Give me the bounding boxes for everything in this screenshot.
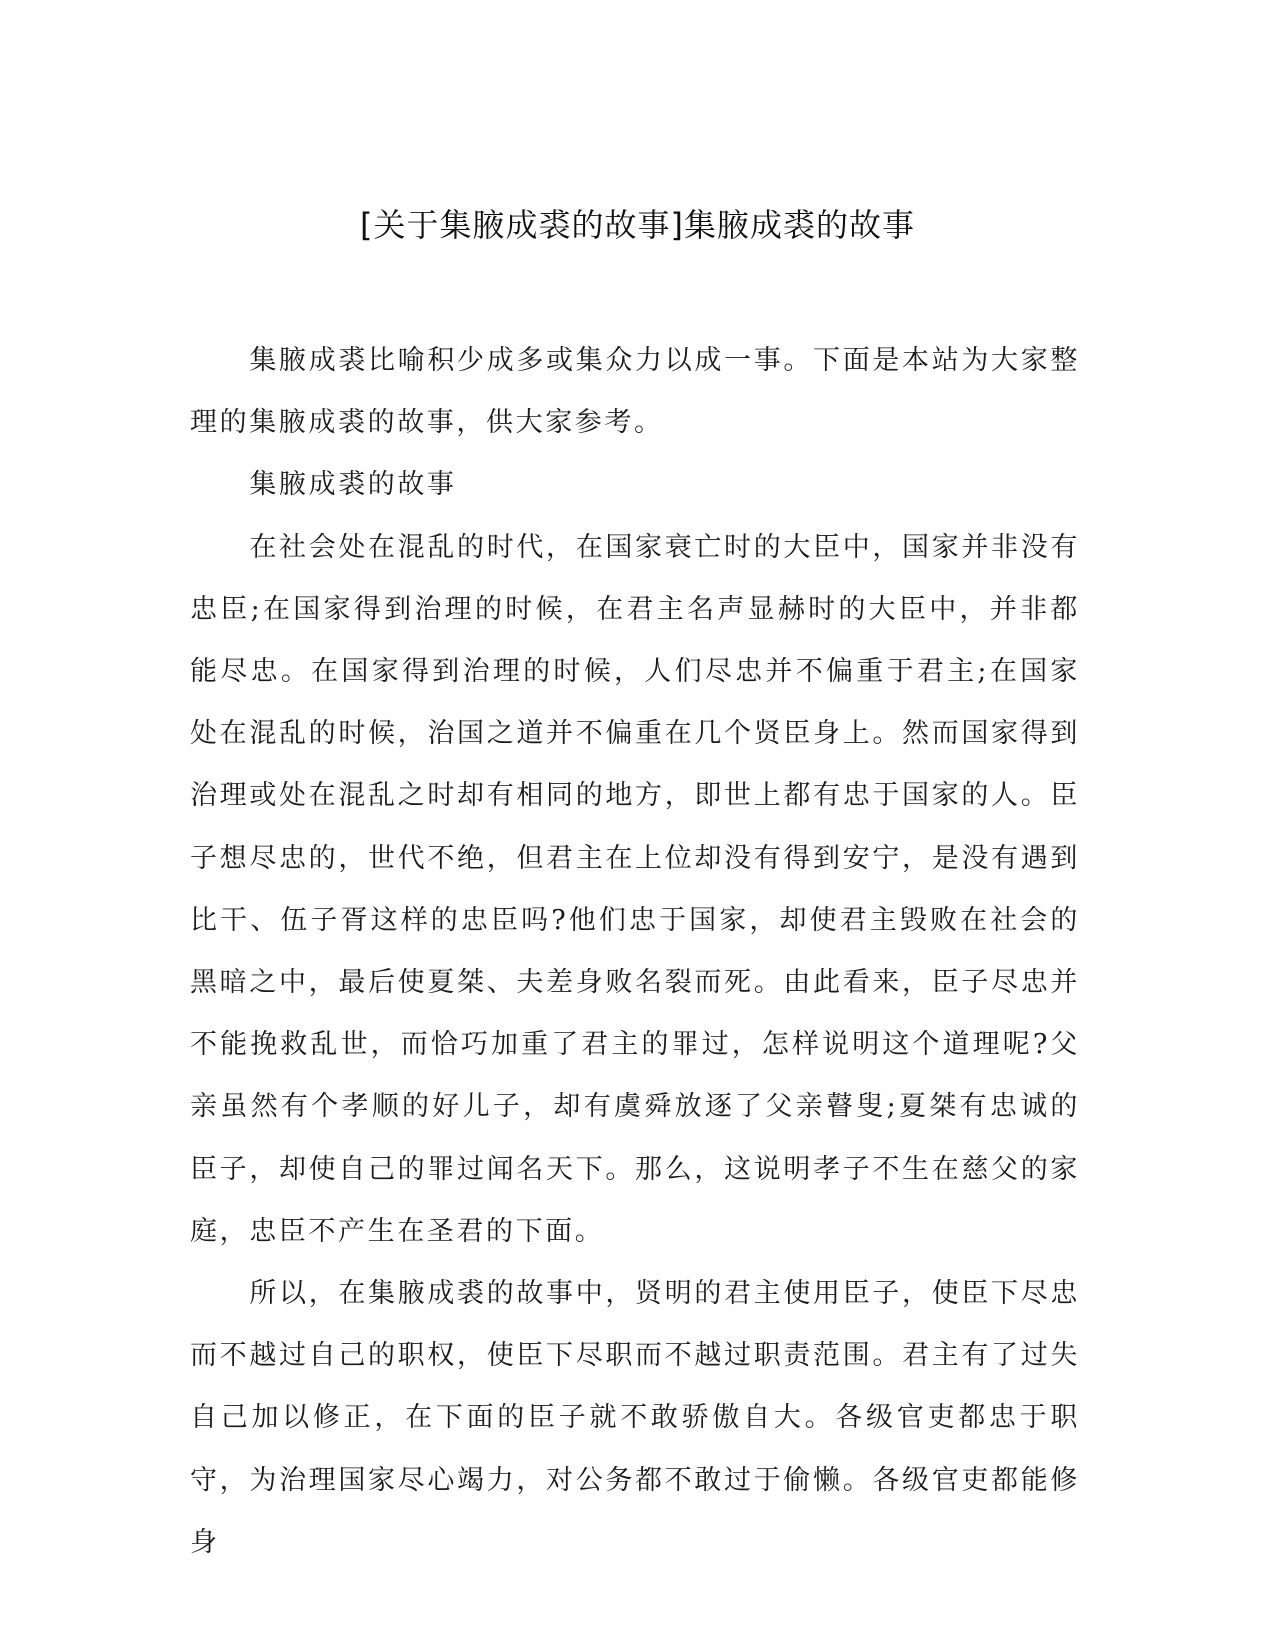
document-title: [关于集腋成裘的故事]集腋成裘的故事 [360,206,915,244]
intro-paragraph: 集腋成裘比喻积少成多或集众力以成一事。下面是本站为大家整理的集腋成裘的故事，供大家参考。 [190,345,1080,439]
section-heading: 集腋成裘的故事 [249,469,457,501]
body-paragraph: 所以，在集腋成裘的故事中，贤明的君主使用臣子，使臣下尽忠而不越过自己的职权，使臣下尽职而不越过职责范围。君主有了过失自己加以修正，在下面的臣子就不敢骄傲自大。各级官吏都忠于职守，为治理国家尽心竭力，对公务都不敢过于偷懒。各级官吏都能修身 [190,1278,1080,1558]
document-body [190,330,1080,1574]
body-paragraph: 在社会处在混乱的时代，在国家衰亡时的大臣中，国家并非没有忠臣;在国家得到治理的时候，在君主名声显赫时的大臣中，并非都能尽忠。在国家得到治理的时候，人们尽忠并不偏重于君主;在国家处在混乱的时候，治国之道并不偏重在几个贤臣身上。然而国家得到治理或处在混乱之时却有相同的地方，即世上都有忠于国家的人。臣子想尽忠的，世代不绝，但君主在上位却没有得到安宁，是没有遇到比干、伍子胥这样的忠臣吗?他们忠于国家，却使君主毁败在社会的黑暗之中，最后使夏桀、夫差身败名裂而死。由此看来，臣子尽忠并不能挽救乱世，而恰巧加重了君主的罪过，怎样说明这个道理呢?父亲虽然有个孝顺的好儿子，却有虞舜放逐了父亲瞽叟;夏桀有忠诚的臣子，却使自己的罪过闻名天下。那么，这说明孝子不生在慈父的家庭，忠臣不产生在圣君的下面。 [190,531,1080,1247]
